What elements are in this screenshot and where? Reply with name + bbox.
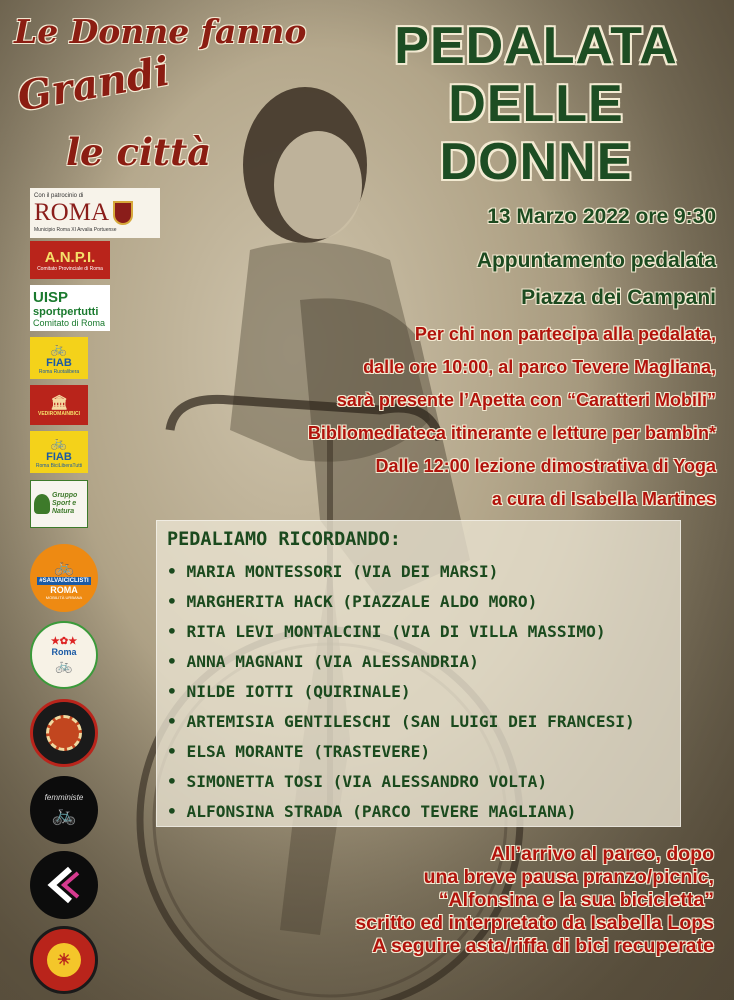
recall-list (167, 557, 635, 827)
recall-title: PEDALIAMO RICORDANDO: (167, 529, 401, 550)
teatro-macchia-rossa-logo (30, 926, 98, 994)
list-item: • ALFONSINA STRADA (PARCO TEVERE MAGLIANA) (167, 797, 635, 827)
salva-tag: #SALVAICICLISTI (39, 577, 89, 584)
slogan-line-3: le città (66, 130, 212, 174)
anpi-logo (30, 241, 110, 279)
title-line-3: DONNE (439, 133, 633, 191)
colosseum-bike-icon: 🏛 (50, 393, 68, 410)
anpi-name: A.N.P.I. (44, 248, 96, 266)
fiab2-name: FIAB (46, 451, 72, 463)
fiab-biciliberatutti-logo (30, 431, 88, 473)
tree-icon (34, 494, 50, 514)
gruppo-name: Gruppo Sport e Natura (52, 492, 78, 515)
uisp-sub: Comitato di Roma (33, 317, 106, 328)
footer-line-1: All’arrivo al parco, dopo (490, 843, 714, 865)
bicycle-icon: 🚲 (50, 341, 68, 356)
fiab-ruotalibera-logo (30, 337, 88, 379)
recall-panel (156, 520, 681, 827)
footer-line-3: “Alfonsina e la sua bicicletta” (438, 889, 714, 911)
list-item: • MARIA MONTESSORI (VIA DEI MARSI) (167, 557, 635, 587)
roma-crest-icon (113, 201, 133, 225)
femministe-name: femministe (44, 793, 84, 802)
footer-text (355, 843, 714, 958)
anpi-sub: Comitato Provinciale di Roma (37, 265, 103, 272)
bicycle-icon: 🚲 (50, 435, 68, 450)
fiab2-sub: Roma BiciLiberaTutti (35, 463, 83, 469)
uisp-name: UISP (33, 288, 69, 306)
slogan-line-1: Le Donne fanno (14, 12, 307, 51)
event-date: 13 Marzo 2022 ore 9:30 (487, 205, 716, 228)
detail-line-3: sarà presente l’Apetta con “Caratteri Mobili” (336, 390, 716, 410)
bicycle-icon: 🚲 (55, 657, 73, 673)
footer-line-5: A seguire asta/riffa di bici recuperate (372, 935, 714, 957)
chevron-left-icon (44, 865, 84, 905)
roma-patronage: Con il patrocinio di (34, 193, 84, 199)
detail-line-6: a cura di Isabella Martines (491, 489, 716, 509)
bike-roma-logo (30, 621, 98, 689)
gruppo-sport-natura-logo (30, 480, 88, 528)
list-item: • ELSA MORANTE (TRASTEVERE) (167, 737, 635, 767)
list-item: • ANNA MAGNANI (VIA ALESSANDRIA) (167, 647, 635, 677)
ciclofficina-logo (30, 699, 98, 767)
roma-logo (30, 188, 160, 238)
fiab1-sub: Roma Ruotalibera (38, 369, 80, 375)
sun-mask-icon: ☀ (47, 943, 81, 977)
detail-line-2: dalle ore 10:00, al parco Tevere Magliana, (363, 357, 716, 377)
roma-name: ROMA (34, 199, 110, 226)
fiab1-name: FIAB (46, 357, 72, 369)
roma-sub: Municipio Roma XI Arvalia Portuense (34, 227, 117, 233)
salva-sub: MOBILITÀ URBANA (45, 594, 83, 600)
footer-line-2: una breve pausa pranzo/picnic, (423, 866, 714, 888)
list-item: • SIMONETTA TOSI (VIA ALESSANDRO VOLTA) (167, 767, 635, 797)
bicycle-icon: 🚲 (54, 558, 74, 576)
salva-city: ROMA (50, 584, 78, 595)
footer-line-4: scritto ed interpretato da Isabella Lops (355, 912, 714, 934)
bicycle-icon: 🚲 (51, 804, 77, 826)
list-item: • MARGHERITA HACK (PIAZZALE ALDO MORO) (167, 587, 635, 617)
list-item: • ARTEMISIA GENTILESCHI (SAN LUIGI DEI FRANCESI) (167, 707, 635, 737)
title-line-1: PEDALATA (394, 17, 678, 75)
uisp-tagline: sportpertutti (33, 305, 99, 318)
gear-icon (46, 715, 82, 751)
vedi-name: VEDIROMAINBICI (38, 410, 80, 417)
bike-city: Roma (51, 647, 77, 657)
salvaiciclisti-logo (30, 544, 98, 612)
event-place: Piazza dei Campani (521, 286, 716, 309)
detail-line-4: Bibliomediateca itinerante e letture per bambin* (307, 423, 716, 443)
list-item: • NILDE IOTTI (QUIRINALE) (167, 677, 635, 707)
slogan-line-2: Grandi (13, 47, 174, 121)
vediromainbici-logo (30, 385, 88, 425)
femministe-logo (30, 776, 98, 844)
colorful-letters-icon: ★✿★ (50, 636, 78, 647)
chevron-logo (30, 851, 98, 919)
list-item: • RITA LEVI MONTALCINI (VIA DI VILLA MASSIMO) (167, 617, 635, 647)
detail-line-5: Dalle 12:00 lezione dimostrativa di Yoga (375, 456, 716, 476)
detail-line-1: Per chi non partecipa alla pedalata, (414, 324, 716, 344)
event-appointment: Appuntamento pedalata (476, 249, 716, 272)
uisp-logo (30, 285, 110, 331)
title-line-2: DELLE (448, 75, 624, 133)
